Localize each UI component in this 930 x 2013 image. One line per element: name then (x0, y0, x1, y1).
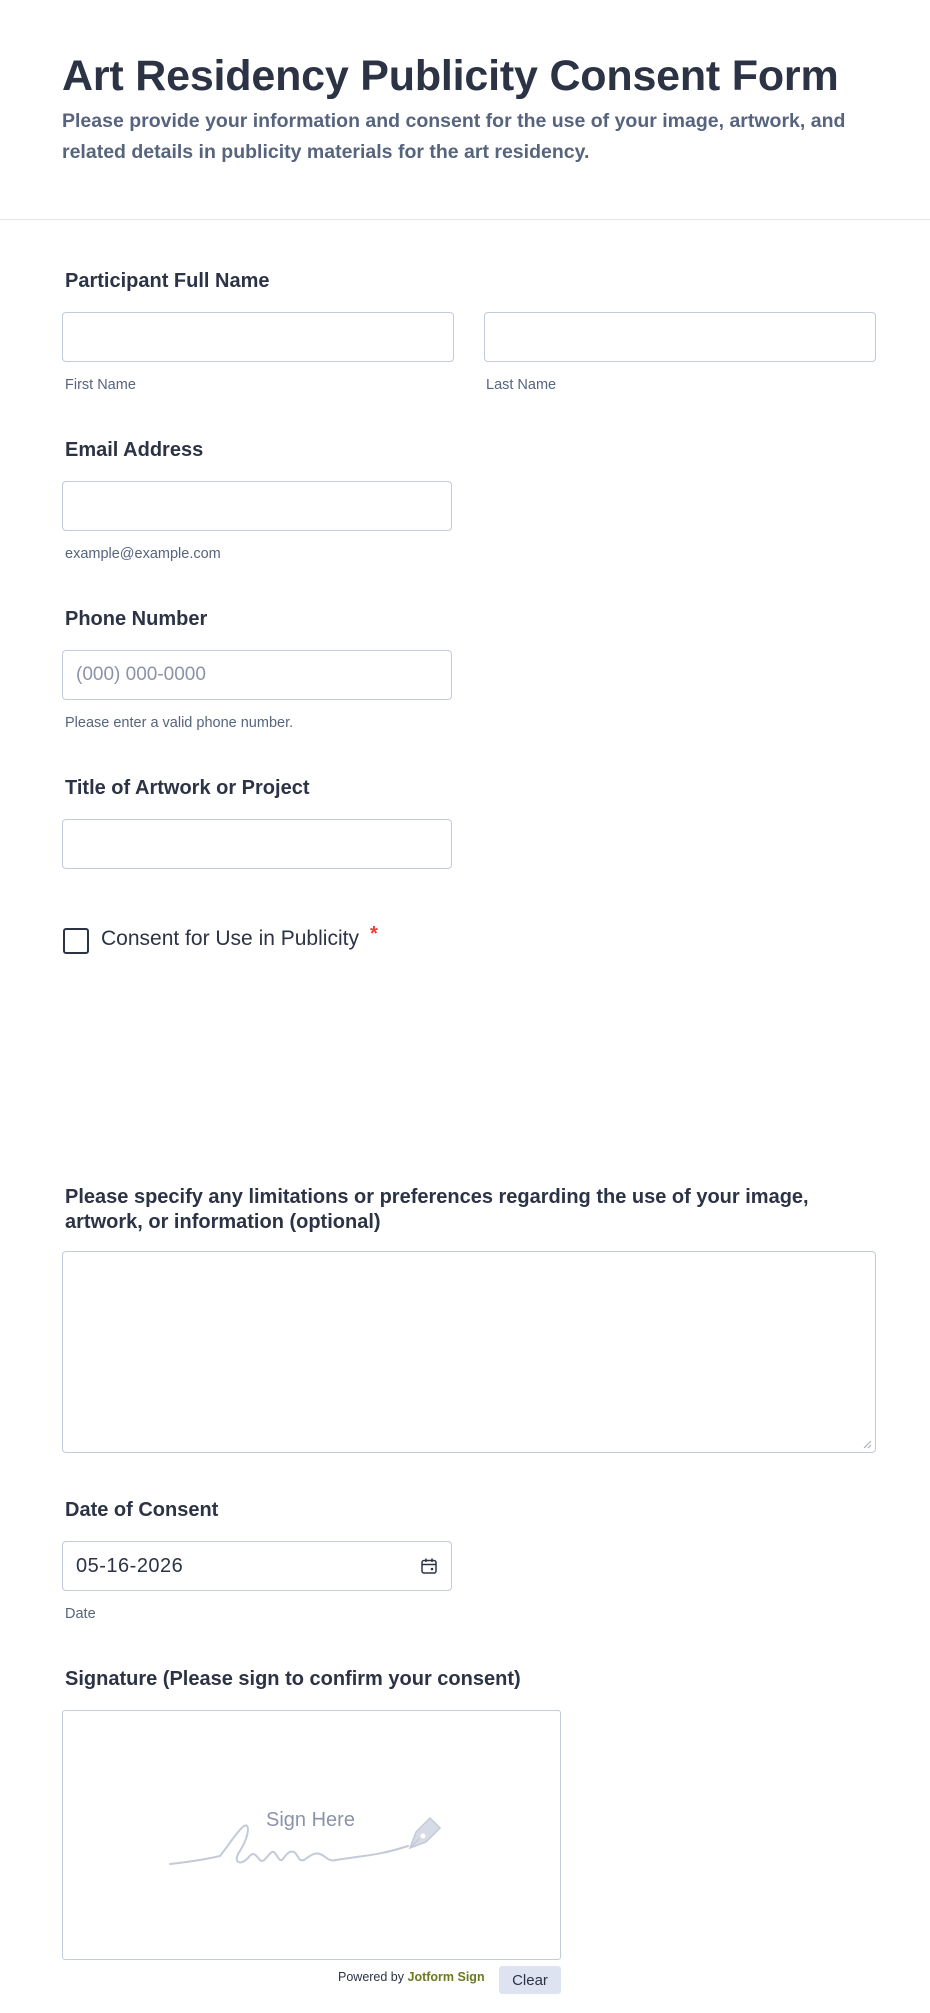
resize-grip-icon[interactable] (862, 1439, 872, 1449)
limitations-textarea[interactable] (62, 1251, 876, 1453)
clear-signature-button[interactable]: Clear (499, 1966, 561, 1994)
date-sublabel: Date (65, 1606, 96, 1622)
artwork-title-input[interactable] (62, 819, 452, 869)
full-name-label: Participant Full Name (65, 270, 270, 292)
powered-by (338, 1970, 485, 1984)
calendar-icon[interactable] (420, 1557, 438, 1575)
powered-prefix: Powered by (338, 1970, 405, 1984)
first-name-input[interactable] (62, 312, 454, 362)
date-label: Date of Consent (65, 1499, 219, 1521)
form-subtitle: Please provide your information and consent for the use of your image, artwork, and related details in publicity materials for the art residency. (62, 110, 846, 163)
email-sublabel: example@example.com (65, 546, 221, 562)
first-name-sublabel: First Name (65, 377, 136, 393)
sign-here-placeholder: Sign Here (266, 1809, 355, 1831)
signature-pad[interactable] (62, 1710, 561, 1960)
email-label: Email Address (65, 439, 204, 461)
date-input[interactable] (62, 1541, 452, 1591)
last-name-sublabel: Last Name (486, 377, 557, 393)
last-name-input[interactable] (484, 312, 876, 362)
artwork-title-label: Title of Artwork or Project (65, 777, 310, 799)
required-asterisk: * (370, 923, 378, 945)
email-input[interactable] (62, 481, 452, 531)
phone-input[interactable] (62, 650, 452, 700)
consent-checkbox[interactable] (63, 928, 89, 954)
form-title: Art Residency Publicity Consent Form (62, 52, 839, 100)
date-value: 05-16-2026 (76, 1555, 184, 1577)
signature-label: Signature (Please sign to confirm your consent) (65, 1668, 521, 1690)
phone-sublabel: Please enter a valid phone number. (65, 715, 294, 731)
powered-brand[interactable]: Jotform Sign (407, 1970, 485, 1984)
consent-label[interactable]: Consent for Use in Publicity (101, 927, 359, 950)
limitations-label: Please specify any limitations or preferences regarding the use of your image, artwork, or information (optional) (65, 1186, 809, 1233)
phone-label: Phone Number (65, 608, 208, 630)
form-header (0, 0, 930, 220)
